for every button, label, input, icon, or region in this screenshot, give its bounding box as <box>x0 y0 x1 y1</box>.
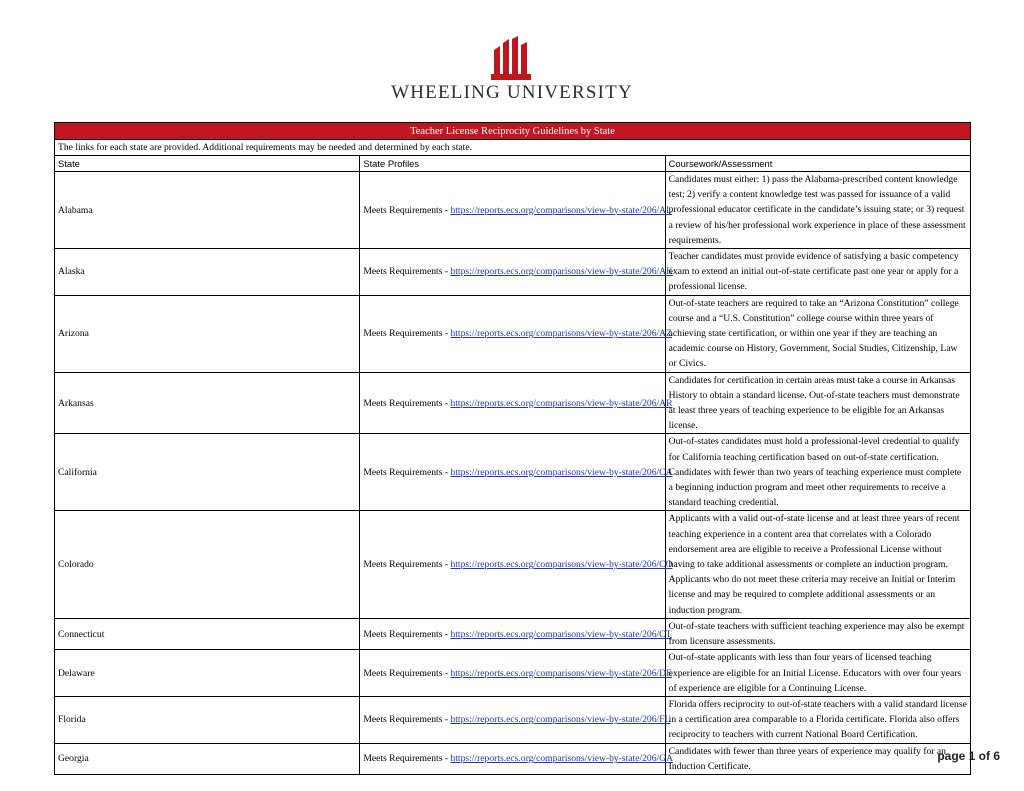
state-profile-cell <box>360 249 674 296</box>
coursework-text: Candidates for certification in certain areas must take a course in Arkansas History to obtain a standard license. Out-of-state teachers must demonstrate at least three years of teaching experience to be eligible for an Arkansas license. <box>665 372 970 434</box>
profile-status: Meets Requirements - <box>363 397 451 409</box>
state-profile-cell <box>360 172 672 249</box>
profile-status: Meets Requirements - <box>363 667 451 679</box>
coursework-text: Candidates with fewer than three years of experience may qualify for an Induction Certificate. <box>665 743 970 774</box>
table-title: Teacher License Reciprocity Guidelines by State <box>55 123 971 140</box>
state-profile-cell <box>360 372 673 434</box>
profile-status: Meets Requirements - <box>363 628 451 640</box>
state-name: Delaware <box>55 650 360 697</box>
logo-mark-icon <box>491 36 533 80</box>
logo-wordmark: WHEELING UNIVERSITY <box>391 82 633 103</box>
table-row <box>55 511 971 618</box>
state-profile-link[interactable]: https://reports.ecs.org/comparisons/view-by-state/206/CA <box>450 466 673 478</box>
state-profile-link[interactable]: https://reports.ecs.org/comparisons/view-by-state/206/AZ <box>450 328 672 340</box>
table-row <box>55 650 971 697</box>
state-profile-cell <box>360 618 672 649</box>
table-row <box>55 696 971 743</box>
page-number: page 1 of 6 <box>937 749 1000 763</box>
table-title-row <box>55 123 971 140</box>
column-header-coursework: Coursework/Assessment <box>665 156 970 172</box>
coursework-text: Florida offers reciprocity to out-of-state teachers with a valid standard license in a certification area comparable to a Florida certificate. Florida also offers reciprocity to teachers with current National Board Certification. <box>665 696 970 743</box>
table-row <box>55 434 971 511</box>
table-row <box>55 295 971 372</box>
state-name: Arizona <box>55 295 360 372</box>
state-name: Connecticut <box>55 618 360 649</box>
state-profile-link[interactable]: https://reports.ecs.org/comparisons/view-by-state/206/CT <box>450 628 672 640</box>
table-row <box>55 743 971 774</box>
table-row <box>55 249 971 296</box>
state-name: Georgia <box>55 743 360 774</box>
coursework-text: Applicants with a valid out-of-state license and at least three years of recent teaching experience in a content area that correlates with a Colorado endorsement area are eligible to receive a Professional License without having to take additional assessments or complete an induction program. Applicants who do not meet these criteria may receive an Initial or Interim license and may be required to complete additional assessments or an induction program. <box>665 511 970 618</box>
state-profile-link[interactable]: https://reports.ecs.org/comparisons/view-by-state/206/DE <box>450 667 672 679</box>
state-profile-cell <box>360 434 673 511</box>
state-name: Alaska <box>55 249 360 296</box>
coursework-text: Out-of-states candidates must hold a professional-level credential to qualify for California teaching certification based on out-of-state certification. Candidates with fewer than two years of teaching experience must complete a beginning induction program and meet other requirements to receive a standard teaching credential. <box>665 434 970 511</box>
profile-status: Meets Requirements - <box>363 204 451 216</box>
state-profile-cell <box>360 511 673 618</box>
profile-status: Meets Requirements - <box>363 466 451 478</box>
column-header-state: State <box>55 156 360 172</box>
state-profile-cell <box>360 295 672 372</box>
state-profile-cell <box>360 696 671 743</box>
state-profile-link[interactable]: https://reports.ecs.org/comparisons/view-by-state/206/AK <box>450 266 674 278</box>
table-note-row <box>55 140 971 156</box>
state-profile-cell <box>360 743 674 774</box>
profile-status: Meets Requirements - <box>363 753 451 765</box>
state-profile-link[interactable]: https://reports.ecs.org/comparisons/view-by-state/206/CO <box>450 559 673 571</box>
state-profile-link[interactable]: https://reports.ecs.org/comparisons/view-by-state/206/AR <box>450 397 673 409</box>
column-header-profiles: State Profiles <box>360 156 665 172</box>
state-name: California <box>55 434 360 511</box>
state-name: Florida <box>55 696 360 743</box>
reciprocity-table <box>54 122 971 775</box>
profile-status: Meets Requirements - <box>363 559 451 571</box>
table-row <box>55 618 971 649</box>
coursework-text: Candidates must either: 1) pass the Alabama-prescribed content knowledge test; 2) verify a content knowledge test was passed for issuance of a valid professional educator certificate in the candidate’s issuing state; or 3) request a review of his/her professional work experience in place of these assessment requirements. <box>665 172 970 249</box>
coursework-text: Teacher candidates must provide evidence of satisfying a basic competency exam to extend an initial out-of-state certificate past one year or apply for a professional license. <box>665 249 970 296</box>
profile-status: Meets Requirements - <box>363 266 451 278</box>
university-logo <box>0 36 1024 104</box>
table-row <box>55 172 971 249</box>
state-name: Arkansas <box>55 372 360 434</box>
state-name: Alabama <box>55 172 360 249</box>
state-profile-cell <box>360 650 672 697</box>
state-profile-link[interactable]: https://reports.ecs.org/comparisons/view-by-state/206/AL <box>450 204 672 216</box>
column-header-row <box>55 156 971 172</box>
state-name: Colorado <box>55 511 360 618</box>
profile-status: Meets Requirements - <box>363 328 451 340</box>
state-profile-link[interactable]: https://reports.ecs.org/comparisons/view-by-state/206/GA <box>450 753 674 765</box>
table-row <box>55 372 971 434</box>
state-profile-link[interactable]: https://reports.ecs.org/comparisons/view-by-state/206/FL <box>450 714 671 726</box>
coursework-text: Out-of-state teachers with sufficient teaching experience may also be exempt from licensure assessments. <box>665 618 970 649</box>
table-note: The links for each state are provided. Additional requirements may be needed and determined by each state. <box>55 140 971 156</box>
coursework-text: Out-of-state teachers are required to take an “Arizona Constitution” college course and a “U.S. Constitution” college course within three years of achieving state certification, or within one year if they are teaching an academic course on History, Government, Social Studies, Citizenship, Law or Civics. <box>665 295 970 372</box>
profile-status: Meets Requirements - <box>363 714 451 726</box>
coursework-text: Out-of-state applicants with less than four years of licensed teaching experience are eligible for an Initial License. Educators with over four years of experience are eligible for a Continuing License. <box>665 650 970 697</box>
